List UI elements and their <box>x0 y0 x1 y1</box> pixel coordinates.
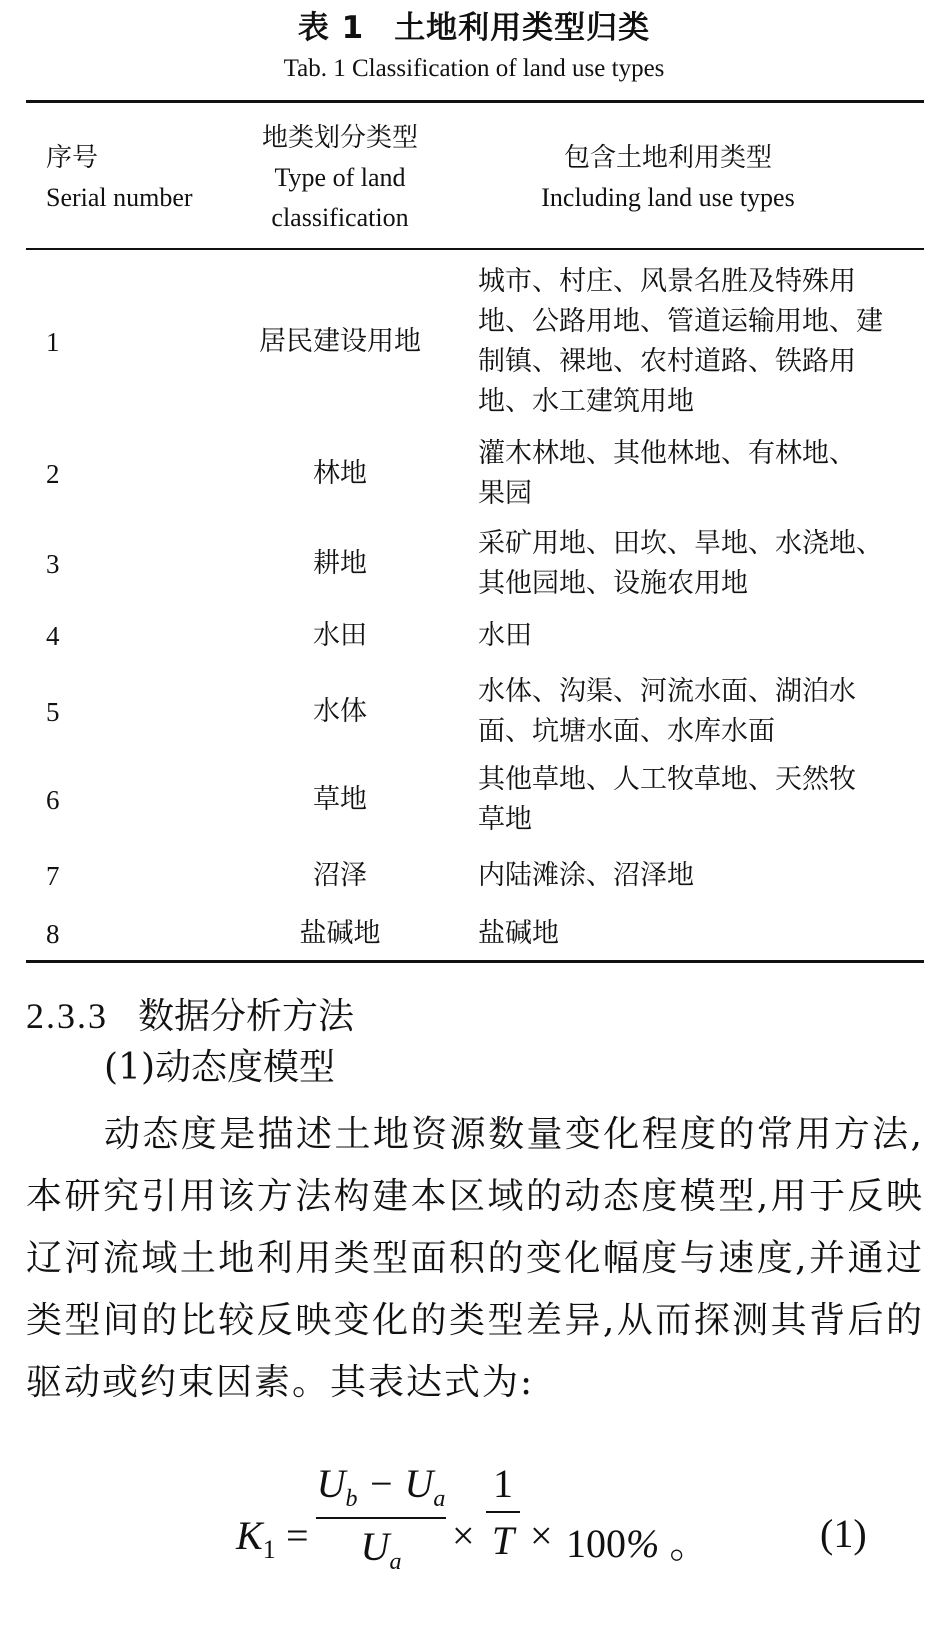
row-1-line: 地、水工建筑用地 <box>478 386 694 417</box>
header-including-cn: 包含土地利用类型 <box>563 143 772 173</box>
row-7-including <box>478 856 906 896</box>
row-5-line: 水体、沟渠、河流水面、湖泊水 <box>478 676 856 707</box>
row-6-line: 草地 <box>478 804 532 835</box>
row-3-line: 其他园地、设施农用地 <box>478 568 748 599</box>
row-5-including <box>478 672 906 752</box>
row-7-line: 内陆滩涂、沼泽地 <box>478 860 694 891</box>
row-5-type: 水体 <box>313 696 367 727</box>
section-title: 数据分析方法 <box>138 996 355 1037</box>
fraction-2-denominator: T <box>491 1518 515 1563</box>
table-header-rule <box>26 248 924 250</box>
row-1-type: 居民建设用地 <box>259 326 421 357</box>
equation-fraction-1 <box>316 1460 446 1576</box>
row-1-including <box>478 262 906 422</box>
body-paragraph: 动态度是描述土地资源数量变化程度的常用方法,本研究引用该方法构建本区域的动态度模型,用于反映辽河流域土地利用类型面积的变化幅度与速度,并通过类型间的比较反映变化的类型差异,从而探测其背后的驱动或约束因素。其表达式为: <box>26 1114 924 1403</box>
row-7-type: 沼泽 <box>313 860 367 891</box>
row-7-number: 7 <box>46 861 60 891</box>
row-6-number: 6 <box>46 785 60 815</box>
row-3-number: 3 <box>46 549 60 579</box>
row-5-line: 面、坑塘水面、水库水面 <box>478 716 775 747</box>
row-8-line: 盐碱地 <box>478 918 559 949</box>
row-2-line: 果园 <box>478 478 532 509</box>
row-1-line: 地、公路用地、管道运输用地、建 <box>478 306 883 337</box>
fraction-1-denominator: $U_a$ <box>360 1524 402 1575</box>
row-3-type: 耕地 <box>313 548 367 579</box>
fraction-2-numerator: 1 <box>493 1461 513 1506</box>
header-serial-en: Serial number <box>46 183 193 212</box>
row-2-including <box>478 434 906 514</box>
equation-times-1: × <box>452 1513 475 1558</box>
row-3-including <box>478 524 906 604</box>
row-2-type: 林地 <box>313 458 367 489</box>
section-number: 2.3.3 <box>26 996 108 1036</box>
row-1-number: 1 <box>46 327 60 357</box>
equation-times-2: × <box>530 1513 553 1558</box>
header-type <box>220 118 460 238</box>
header-including-en: Including land use types <box>541 183 795 212</box>
fraction-2-bar <box>486 1511 520 1513</box>
row-2-line: 灌木林地、其他林地、有林地、 <box>478 438 856 469</box>
row-4-line: 水田 <box>478 620 532 651</box>
equation-percent-sign: % <box>626 1521 660 1566</box>
equation-number: (1) <box>820 1511 867 1556</box>
equation-end-mark: 。 <box>669 1521 710 1566</box>
header-type-cn: 地类划分类型 <box>261 123 418 153</box>
table-title-en: Tab. 1 Classification of land use types <box>283 55 665 82</box>
header-serial <box>46 138 193 218</box>
row-3-line: 采矿用地、田坎、旱地、水浇地、 <box>478 528 883 559</box>
header-type-en-2: classification <box>271 203 409 232</box>
table-bottom-rule <box>26 960 924 963</box>
fraction-1-numerator: $U_b - U_a$ <box>316 1461 446 1512</box>
row-1-line: 制镇、裸地、农村道路、铁路用 <box>478 346 856 377</box>
equation-equals: = <box>286 1513 309 1558</box>
row-5-number: 5 <box>46 697 60 727</box>
equation-fraction-2 <box>486 1460 520 1564</box>
row-6-type: 草地 <box>313 784 367 815</box>
table-caption-cn <box>0 2 948 47</box>
row-1-line: 城市、村庄、风景名胜及特殊用 <box>478 266 856 297</box>
row-6-including <box>478 760 906 840</box>
fraction-1-bar <box>316 1517 446 1519</box>
header-serial-cn: 序号 <box>46 143 99 173</box>
section-heading <box>26 992 354 1041</box>
row-8-including <box>478 914 906 954</box>
row-8-type: 盐碱地 <box>299 918 381 949</box>
header-type-en-1: Type of land <box>274 163 406 192</box>
equation-k: K <box>236 1513 263 1558</box>
row-4-including <box>478 616 906 656</box>
equation-percent <box>566 1512 709 1569</box>
row-4-type: 水田 <box>313 620 367 651</box>
equation-lhs <box>236 1512 276 1565</box>
row-4-number: 4 <box>46 621 60 651</box>
table-top-rule <box>26 100 924 103</box>
table-title-cn: 土地利用类型归类 <box>394 10 651 46</box>
header-including <box>478 138 858 218</box>
row-6-line: 其他草地、人工牧草地、天然牧 <box>478 764 856 795</box>
table-number: 表 1 <box>297 10 365 46</box>
subsection-heading: (1)动态度模型 <box>104 1047 335 1088</box>
equation-k-subscript: 1 <box>262 1535 276 1564</box>
row-8-number: 8 <box>46 919 60 949</box>
equation-hundred: 100 <box>566 1521 626 1566</box>
row-2-number: 2 <box>46 459 60 489</box>
